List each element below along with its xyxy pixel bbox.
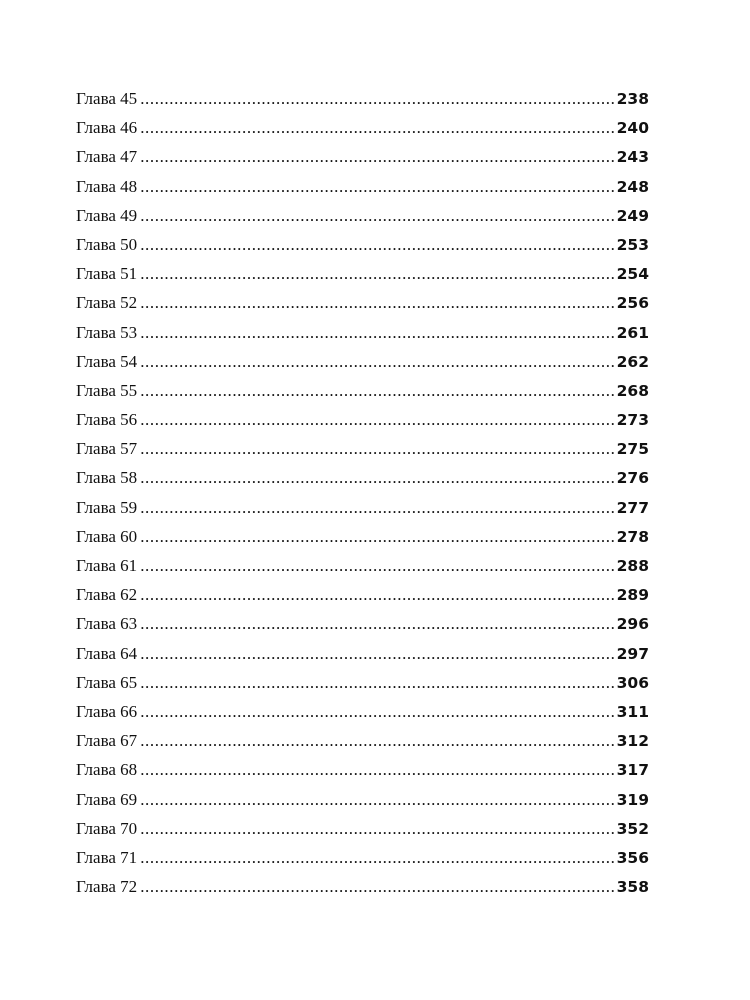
dot-leader — [140, 288, 615, 317]
chapter-title: Глава 66 — [76, 701, 138, 721]
chapter-title: Глава 51 — [76, 264, 138, 284]
toc-entry — [76, 697, 649, 726]
page-number: 277 — [616, 498, 649, 517]
dot-leader — [140, 609, 615, 638]
toc-entry — [76, 493, 649, 522]
dot-leader — [140, 318, 615, 347]
toc-entry — [76, 172, 649, 201]
chapter-title: Глава 50 — [76, 234, 138, 254]
dot-leader — [140, 785, 615, 814]
dot-leader — [140, 755, 615, 784]
chapter-title: Глава 68 — [76, 760, 138, 780]
page-number: 278 — [616, 527, 649, 546]
chapter-title: Глава 71 — [76, 847, 138, 867]
page-number: 306 — [616, 673, 649, 692]
toc-entry — [76, 84, 649, 113]
chapter-title: Глава 46 — [76, 118, 138, 138]
toc-entry — [76, 668, 649, 697]
toc-entry — [76, 522, 649, 551]
dot-leader — [140, 551, 615, 580]
chapter-title: Глава 45 — [76, 89, 138, 108]
page-number: 276 — [616, 469, 649, 488]
toc-entry — [76, 405, 649, 434]
page-number: 243 — [616, 148, 649, 167]
chapter-title: Глава 62 — [76, 585, 138, 605]
page-number: 296 — [616, 615, 649, 634]
toc-entry — [76, 639, 649, 668]
page-number: 262 — [616, 352, 649, 371]
toc-entry — [76, 376, 649, 405]
chapter-title: Глава 69 — [76, 789, 138, 809]
toc-entry — [76, 113, 649, 142]
page-number: 352 — [616, 819, 649, 838]
toc-entry — [76, 463, 649, 492]
dot-leader — [140, 843, 615, 872]
toc-entry — [76, 288, 649, 317]
page-number: 356 — [616, 848, 649, 867]
dot-leader — [140, 463, 615, 492]
chapter-title: Глава 59 — [76, 497, 138, 517]
page-number: 268 — [616, 381, 649, 400]
chapter-title: Глава 60 — [76, 526, 138, 546]
chapter-title: Глава 70 — [76, 818, 138, 838]
toc-entry — [76, 318, 649, 347]
dot-leader — [140, 872, 615, 901]
chapter-title: Глава 63 — [76, 614, 138, 634]
toc-entry — [76, 434, 649, 463]
page-number: 261 — [616, 323, 649, 342]
dot-leader — [140, 113, 615, 142]
chapter-title: Глава 65 — [76, 672, 138, 692]
chapter-title: Глава 54 — [76, 351, 138, 371]
toc-entry — [76, 230, 649, 259]
page-number: 253 — [616, 235, 649, 254]
page-number: 256 — [616, 294, 649, 313]
dot-leader — [140, 580, 615, 609]
chapter-title: Глава 72 — [76, 877, 138, 897]
chapter-title: Глава 64 — [76, 643, 138, 663]
chapter-title: Глава 57 — [76, 439, 138, 459]
toc-entry — [76, 843, 649, 872]
chapter-title: Глава 55 — [76, 380, 138, 400]
dot-leader — [140, 376, 615, 405]
toc-entry — [76, 142, 649, 171]
toc-entry — [76, 259, 649, 288]
toc-entry — [76, 347, 649, 376]
page-number: 238 — [616, 90, 649, 108]
dot-leader — [140, 230, 615, 259]
page-number: 275 — [616, 440, 649, 459]
dot-leader — [140, 405, 615, 434]
toc-entry — [76, 609, 649, 638]
dot-leader — [140, 434, 615, 463]
toc-entry — [76, 755, 649, 784]
chapter-title: Глава 58 — [76, 468, 138, 488]
page-number: 317 — [616, 761, 649, 780]
toc-entry — [76, 726, 649, 755]
page-number: 297 — [616, 644, 649, 663]
chapter-title: Глава 52 — [76, 293, 138, 313]
page-number: 311 — [616, 702, 649, 721]
dot-leader — [140, 347, 615, 376]
chapter-title: Глава 67 — [76, 731, 138, 751]
table-of-contents — [76, 84, 649, 901]
chapter-title: Глава 53 — [76, 322, 138, 342]
page-number: 312 — [616, 732, 649, 751]
chapter-title: Глава 56 — [76, 410, 138, 430]
dot-leader — [140, 726, 615, 755]
chapter-title: Глава 48 — [76, 176, 138, 196]
dot-leader — [140, 201, 615, 230]
page-number: 289 — [616, 586, 649, 605]
dot-leader — [140, 493, 615, 522]
dot-leader — [140, 814, 615, 843]
dot-leader — [140, 259, 615, 288]
page-number: 240 — [616, 119, 649, 138]
page-number: 288 — [616, 557, 649, 575]
toc-entry — [76, 814, 649, 843]
page-number: 249 — [616, 206, 649, 225]
dot-leader — [140, 668, 615, 697]
chapter-title: Глава 61 — [76, 556, 138, 575]
page-number: 358 — [616, 878, 649, 897]
chapter-title: Глава 49 — [76, 205, 138, 225]
page-number: 319 — [616, 790, 649, 809]
toc-entry — [76, 872, 649, 901]
dot-leader — [140, 639, 615, 668]
dot-leader — [140, 522, 615, 551]
toc-entry — [76, 201, 649, 230]
page-number: 248 — [616, 177, 649, 196]
dot-leader — [140, 172, 615, 201]
toc-entry — [76, 551, 649, 580]
dot-leader — [140, 697, 615, 726]
toc-entry — [76, 785, 649, 814]
page-number: 273 — [616, 411, 649, 430]
dot-leader — [140, 142, 615, 171]
chapter-title: Глава 47 — [76, 147, 138, 167]
toc-entry — [76, 580, 649, 609]
dot-leader — [140, 84, 615, 113]
page-number: 254 — [616, 265, 649, 284]
